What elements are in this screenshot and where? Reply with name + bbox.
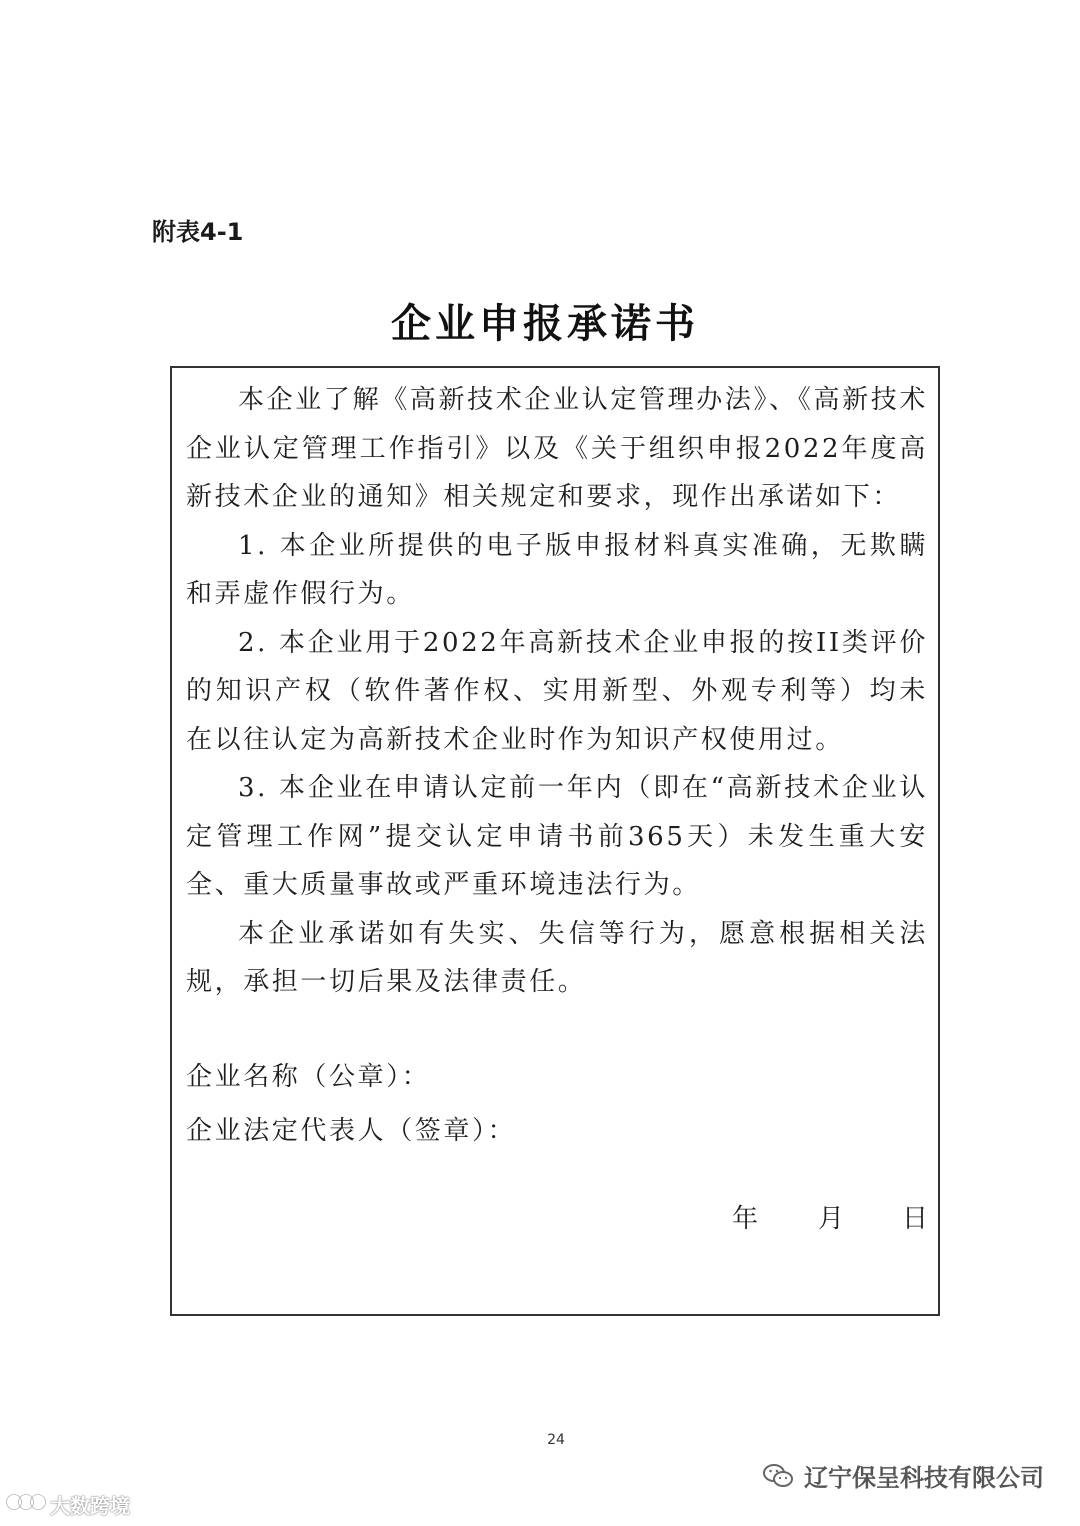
date-day-label: 日 [901, 1204, 928, 1234]
wechat-icon [762, 1462, 794, 1490]
date-month-label: 月 [817, 1204, 844, 1234]
watermark-left-text: 大数跨境 [50, 1494, 130, 1518]
watermark-right-text: 辽宁保呈科技有限公司 [804, 1464, 1044, 1492]
brand-logo-icon [6, 1491, 46, 1518]
document-title: 企业申报承诺书 [391, 300, 699, 347]
commitment-item-1: 1. 本企业所提供的电子版申报材料真实准确，无欺瞒和弄虚作假行为。 [186, 530, 928, 609]
attachment-label: 附表4-1 [152, 218, 244, 246]
closing-paragraph: 本企业承诺如有失实、失信等行为，愿意根据相关法规，承担一切后果及法律责任。 [186, 918, 928, 997]
date-year-label: 年 [731, 1204, 758, 1234]
date-line [732, 1198, 928, 1235]
commitment-item-3: 3. 本企业在申请认定前一年内（即在“高新技术企业认定管理工作网”提交认定申请书前365天）未发生重大安全、重大质量事故或严重环境违法行为。 [186, 773, 928, 900]
legal-rep-label: 企业法定代表人（签章）： [186, 1116, 517, 1146]
intro-paragraph: 本企业了解《高新技术企业认定管理办法》、《高新技术企业认定管理工作指引》以及《关于组织申报2022年度高新技术企业的通知》相关规定和要求，现作出承诺如下： [186, 385, 928, 512]
commitment-box [170, 366, 940, 1316]
page-number: 24 [547, 1432, 565, 1448]
company-name-label: 企业名称（公章）： [186, 1062, 431, 1092]
commitment-item-2: 2. 本企业用于2022年高新技术企业申报的按II类评价的知识产权（软件著作权、实用新型、外观专利等）均未在以往认定为高新技术企业时作为知识产权使用过。 [186, 627, 928, 755]
watermark-left [6, 1490, 130, 1519]
watermark-right [762, 1458, 1044, 1493]
commitment-body [186, 376, 928, 1007]
